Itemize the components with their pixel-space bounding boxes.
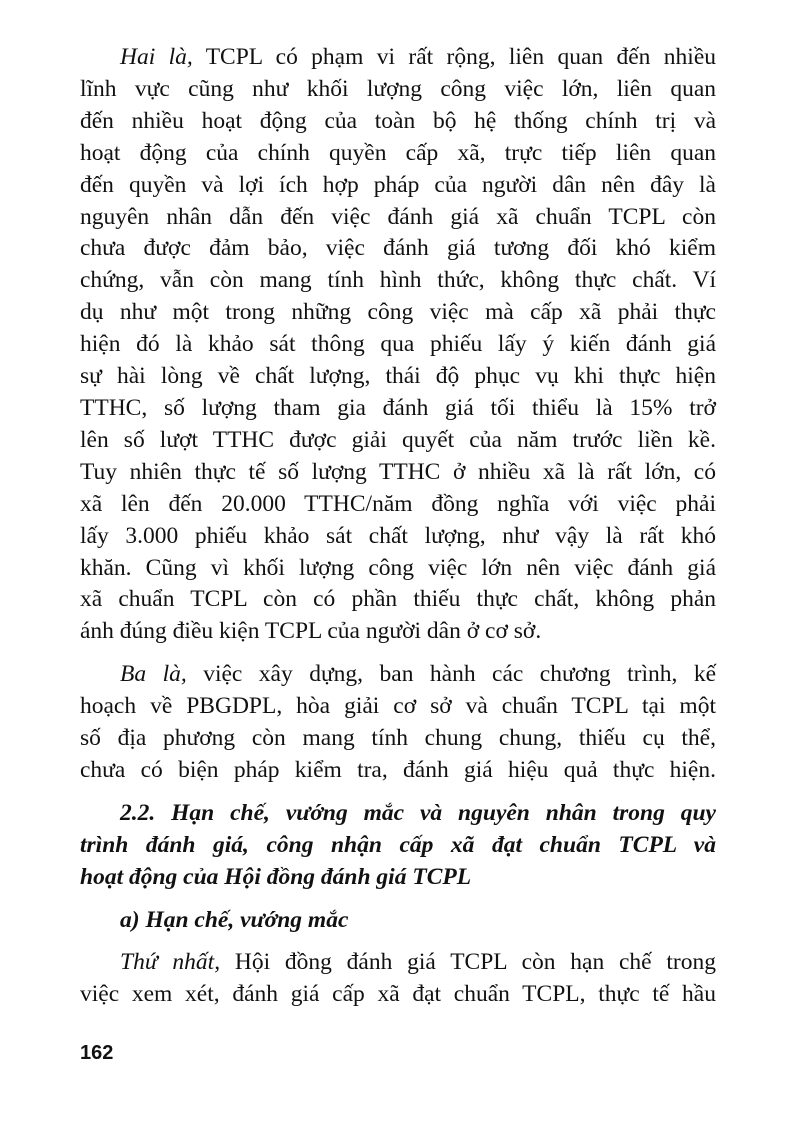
- section-heading: [80, 798, 716, 894]
- text-line: lên số lượt TTHC được giải quyết của năm trước liền kề.: [80, 426, 716, 453]
- text-line: chưa được đảm bảo, việc đánh giá tương đối khó kiểm: [80, 235, 716, 262]
- text-line: Hai là, TCPL có phạm vi rất rộng, liên quan đến nhiều: [120, 44, 716, 70]
- text-line: lấy 3.000 phiếu khảo sát chất lượng, như vậy là rất khó: [80, 522, 716, 549]
- text-line: chưa có biện pháp kiểm tra, đánh giá hiệu quả thực hiện.: [80, 756, 716, 783]
- page-number: 162: [80, 1042, 114, 1064]
- text-line: việc xem xét, đánh giá cấp xã đạt chuẩn TCPL, thực tế hầu: [80, 981, 716, 1008]
- text-line: TTHC, số lượng tham gia đánh giá tối thiểu là 15% trở: [80, 394, 716, 421]
- text-line: hoạt động của chính quyền cấp xã, trực tiếp liên quan: [80, 139, 716, 166]
- heading-line: hoạt động của Hội đồng đánh giá TCPL: [80, 863, 472, 890]
- heading-line: 2.2. Hạn chế, vướng mắc và nguyên nhân trong quy: [120, 799, 716, 826]
- lead-in: Ba là,: [120, 661, 187, 688]
- text-line: nguyên nhân dẫn đến việc đánh giá xã chuẩn TCPL còn: [80, 203, 716, 230]
- text-line: lĩnh vực cũng như khối lượng công việc lớn, liên quan: [80, 75, 716, 102]
- subheading-line: a) Hạn chế, vướng mắc: [120, 906, 349, 933]
- text-line: số địa phương còn mang tính chung chung, thiếu cụ thể,: [80, 725, 716, 752]
- text-line: Ba là, việc xây dựng, ban hành các chương trình, kế: [120, 661, 717, 688]
- lead-in: Thứ nhất,: [120, 949, 221, 976]
- text-line: hoạch về PBGDPL, hòa giải cơ sở và chuẩn TCPL tại một: [80, 693, 716, 720]
- lead-in: Hai là,: [120, 44, 193, 70]
- paragraph-thu-nhat: [80, 947, 716, 1011]
- text-line: chứng, vẫn còn mang tính hình thức, không thực chất. Ví: [80, 267, 716, 294]
- text-line: hiện đó là khảo sát thông qua phiếu lấy ý kiến đánh giá: [80, 331, 716, 358]
- text-line: Tuy nhiên thực tế số lượng TTHC ở nhiều xã là rất lớn, có: [80, 458, 716, 485]
- heading-line: trình đánh giá, công nhận cấp xã đạt chuẩn TCPL và: [80, 831, 716, 858]
- text-line: sự hài lòng về chất lượng, thái độ phục vụ khi thực hiện: [80, 363, 716, 390]
- text-line: khăn. Cũng vì khối lượng công việc lớn nên việc đánh giá: [80, 554, 716, 581]
- text-line: dụ như một trong những công việc mà cấp xã phải thực: [80, 299, 716, 326]
- text-line: Thứ nhất, Hội đồng đánh giá TCPL còn hạn chế trong: [120, 949, 716, 976]
- text-line: xã lên đến 20.000 TTHC/năm đồng nghĩa với việc phải: [80, 490, 716, 517]
- subheading: [80, 905, 716, 937]
- page-body: [80, 42, 716, 1022]
- text-line: đến quyền và lợi ích hợp pháp của người dân nên đây là: [80, 171, 716, 198]
- text-line: xã chuẩn TCPL còn có phần thiếu thực chất, không phản: [80, 586, 716, 613]
- paragraph-hai-la: [80, 42, 716, 648]
- paragraph-ba-la: [80, 659, 716, 787]
- text-line: ánh đúng điều kiện TCPL của người dân ở cơ sở.: [80, 618, 542, 645]
- text-line: đến nhiều hoạt động của toàn bộ hệ thống chính trị và: [80, 107, 716, 134]
